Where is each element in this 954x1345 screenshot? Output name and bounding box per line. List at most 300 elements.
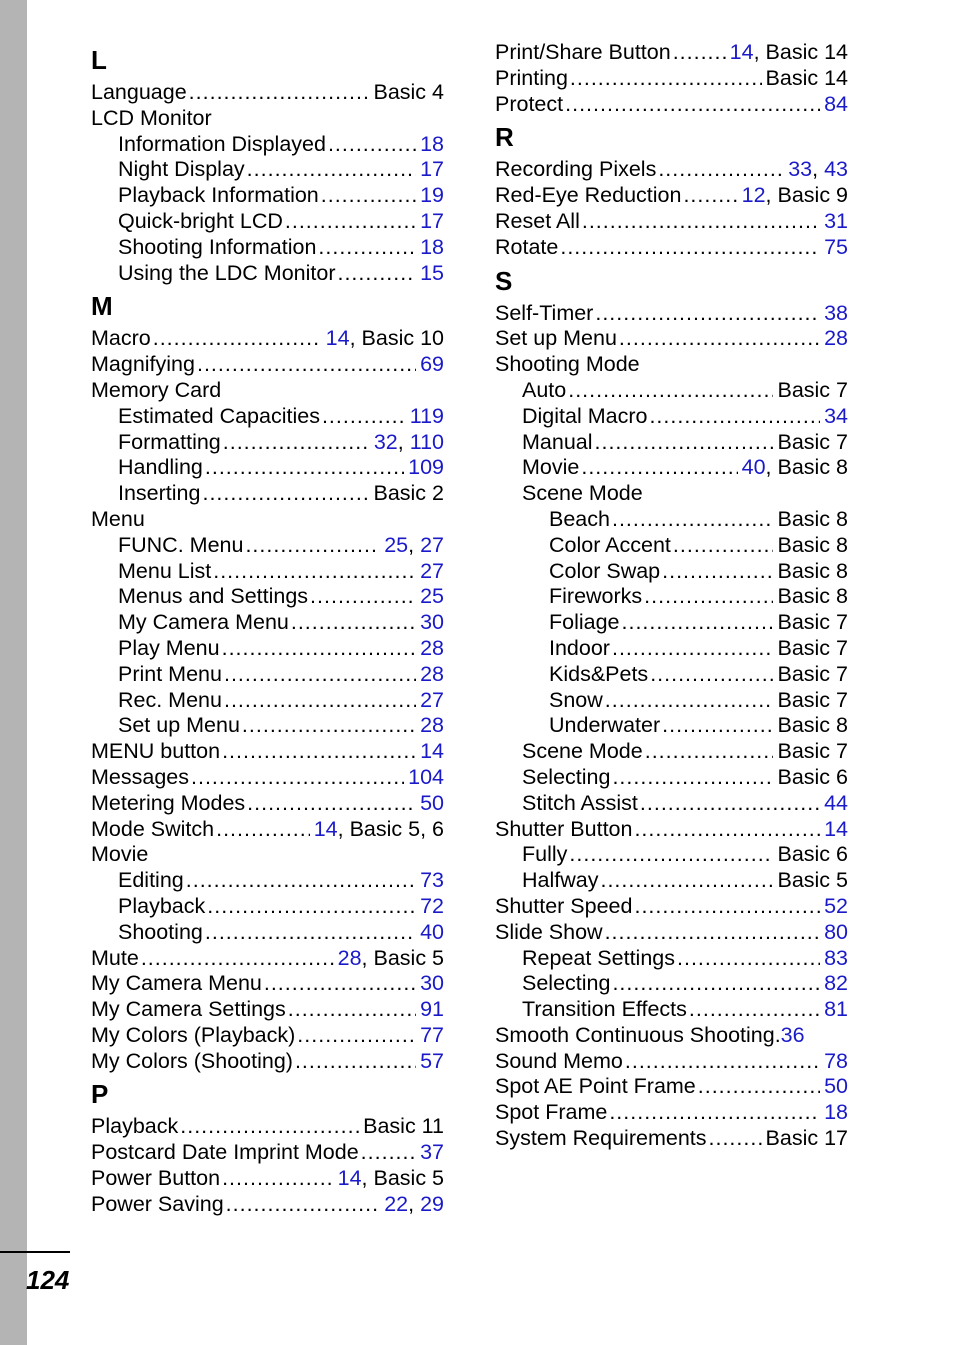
dot-leader xyxy=(689,997,820,1023)
page-link[interactable]: 30 xyxy=(420,971,444,996)
entry-term: My Camera Settings xyxy=(91,997,286,1022)
page-link[interactable]: 69 xyxy=(420,352,444,377)
index-entry xyxy=(495,713,848,739)
page-link[interactable]: 12 xyxy=(741,183,766,208)
index-entry xyxy=(495,92,848,118)
dot-leader xyxy=(640,791,820,817)
dot-leader xyxy=(565,92,820,118)
dot-leader xyxy=(658,157,784,183)
index-entry xyxy=(495,378,848,404)
section-letter: L xyxy=(91,45,107,75)
page-link[interactable]: 78 xyxy=(824,1048,848,1073)
page-link[interactable]: 52 xyxy=(824,893,848,918)
entry-term: Menu xyxy=(91,506,145,531)
index-entry xyxy=(91,946,444,972)
entry-pages xyxy=(408,765,444,791)
entry-pages xyxy=(824,326,848,352)
index-entry xyxy=(91,481,444,507)
entry-term: FUNC. Menu xyxy=(118,532,244,557)
page-link[interactable]: 15 xyxy=(420,260,444,285)
dot-leader xyxy=(560,235,820,261)
entry-term: Scene Mode xyxy=(522,481,643,506)
dot-leader xyxy=(662,713,773,739)
entry-term: Messages xyxy=(91,764,189,789)
entry-pages xyxy=(408,455,444,481)
index-entry xyxy=(495,481,848,507)
page-link[interactable]: 22 xyxy=(384,1191,409,1216)
index-entry xyxy=(91,455,444,481)
page-ref-text: , Basic 5, 6 xyxy=(337,816,444,841)
entry-term: Color Accent xyxy=(549,532,671,557)
entry-pages xyxy=(777,559,848,585)
page-link[interactable]: 109 xyxy=(408,455,444,480)
entry-pages xyxy=(338,946,444,972)
page-link[interactable]: 38 xyxy=(824,300,848,325)
page-link[interactable]: 28 xyxy=(420,635,444,660)
page-link[interactable]: 18 xyxy=(420,234,444,259)
index-entry xyxy=(91,1192,444,1218)
entry-term: Printing xyxy=(495,65,568,90)
page-link[interactable]: 110 xyxy=(409,429,444,454)
entry-term: Menu List xyxy=(118,558,212,583)
dot-leader xyxy=(650,662,773,688)
index-column-right xyxy=(495,40,848,1152)
index-entry xyxy=(495,1049,848,1075)
index-entry xyxy=(91,920,444,946)
page-ref-text: Basic 8 xyxy=(777,713,848,738)
page-ref-text: , Basic 5 xyxy=(361,945,444,970)
entry-term: Power Saving xyxy=(91,1191,224,1216)
entry-term: Protect xyxy=(495,91,564,116)
entry-term: Digital Macro xyxy=(522,403,648,428)
page-ref-text: Basic 6 xyxy=(777,842,848,867)
page-link[interactable]: 40 xyxy=(741,455,766,480)
page-link[interactable]: 17 xyxy=(420,157,444,182)
dot-leader xyxy=(213,559,416,585)
entry-term: Manual xyxy=(522,429,593,454)
entry-term: Language xyxy=(91,80,187,104)
dot-leader xyxy=(677,946,820,972)
page-link[interactable]: 34 xyxy=(824,403,848,428)
dot-leader xyxy=(595,301,820,327)
entry-pages xyxy=(824,1049,848,1075)
entry-term: Metering Modes xyxy=(91,790,246,815)
dot-leader xyxy=(191,765,404,791)
entry-term: Shooting Mode xyxy=(495,352,640,377)
dot-leader xyxy=(205,920,416,946)
entry-term: Playback xyxy=(118,893,206,918)
dot-leader xyxy=(222,739,416,765)
page-link[interactable]: 43 xyxy=(824,157,848,182)
dot-leader xyxy=(612,507,774,533)
page-ref-text: Basic 5 xyxy=(777,868,848,893)
entry-pages xyxy=(824,946,848,972)
page-link[interactable]: 57 xyxy=(420,1048,444,1073)
dot-leader xyxy=(619,326,820,352)
dot-leader xyxy=(216,817,310,843)
entry-pages xyxy=(420,559,444,585)
entry-term: Spot AE Point Frame xyxy=(495,1074,696,1099)
entry-term: Editing xyxy=(118,868,184,893)
entry-term: Red-Eye Reduction xyxy=(495,183,682,208)
entry-term: Slide Show xyxy=(495,919,603,944)
entry-term: Indoor xyxy=(549,635,610,660)
entry-pages xyxy=(420,739,444,765)
dot-leader xyxy=(321,183,416,209)
entry-term: Set up Menu xyxy=(495,326,617,351)
entry-pages xyxy=(326,326,444,352)
page-link[interactable]: 18 xyxy=(420,131,444,156)
entry-pages xyxy=(824,1074,848,1100)
entry-term: LCD Monitor xyxy=(91,105,212,130)
page-link[interactable]: 27 xyxy=(420,558,444,583)
page-ref-text: Basic 7 xyxy=(777,661,848,686)
page-link[interactable]: 17 xyxy=(420,208,444,233)
page-link[interactable]: 27 xyxy=(420,532,444,557)
page-link[interactable]: 14 xyxy=(420,739,444,764)
page-ref-text: Basic 8 xyxy=(777,584,848,609)
dot-leader xyxy=(207,894,416,920)
entry-term: Fireworks xyxy=(549,584,643,609)
index-entry xyxy=(91,636,444,662)
index-entry xyxy=(495,455,848,481)
page-link[interactable]: 82 xyxy=(824,971,848,996)
page-link[interactable]: 29 xyxy=(420,1191,444,1216)
entry-term: Memory Card xyxy=(91,377,222,402)
page-link[interactable]: 25 xyxy=(420,584,444,609)
page-ref-text: Basic 2 xyxy=(373,481,444,506)
page-ref-text: , Basic 9 xyxy=(765,183,848,208)
index-entry xyxy=(495,662,848,688)
index-entry xyxy=(495,404,848,430)
entry-term: My Colors (Playback) xyxy=(91,1022,296,1047)
dot-leader xyxy=(595,430,774,456)
entry-pages xyxy=(384,533,444,559)
entry-term: Handling xyxy=(118,455,203,480)
index-entry xyxy=(91,106,444,132)
index-entry xyxy=(91,261,444,287)
entry-term: Halfway xyxy=(522,868,599,893)
dot-leader xyxy=(600,868,773,894)
entry-pages xyxy=(777,842,848,868)
entry-pages xyxy=(742,183,848,209)
page-link[interactable]: 32 xyxy=(373,429,398,454)
dot-leader xyxy=(141,946,334,972)
entry-term: Postcard Date Imprint Mode xyxy=(91,1140,359,1165)
entry-term: Menus and Settings xyxy=(118,584,309,609)
entry-term: Fully xyxy=(522,842,568,867)
entry-term: Reset All xyxy=(495,208,580,233)
entry-pages xyxy=(420,997,444,1023)
dot-leader xyxy=(612,971,820,997)
index-entry xyxy=(495,209,848,235)
entry-term: Beach xyxy=(549,506,610,531)
page-link[interactable]: 119 xyxy=(409,403,444,428)
index-entry xyxy=(495,636,848,662)
index-entry xyxy=(495,971,848,997)
entry-pages xyxy=(777,713,848,739)
page-link[interactable]: 81 xyxy=(824,997,848,1022)
index-entry xyxy=(495,842,848,868)
entry-pages xyxy=(420,971,444,997)
page-link[interactable]: 77 xyxy=(420,1022,444,1047)
page-link[interactable]: 50 xyxy=(824,1074,848,1099)
index-entry xyxy=(495,791,848,817)
dot-leader xyxy=(222,1166,334,1192)
entry-pages xyxy=(777,662,848,688)
entry-term: My Camera Menu xyxy=(91,971,262,996)
page-link[interactable]: 37 xyxy=(420,1140,444,1165)
page-ref-text: , Basic 14 xyxy=(753,40,848,64)
page-link[interactable]: 75 xyxy=(824,234,848,259)
entry-pages xyxy=(420,183,444,209)
page-ref-text: Basic 7 xyxy=(777,635,848,660)
entry-term: Underwater xyxy=(549,713,661,738)
index-entry xyxy=(495,301,848,327)
index-entry xyxy=(495,894,848,920)
index-entry xyxy=(495,157,848,183)
index-entry xyxy=(91,662,444,688)
entry-pages xyxy=(420,209,444,235)
page-link[interactable]: 14 xyxy=(337,1166,362,1191)
dot-leader xyxy=(568,378,773,404)
entry-pages xyxy=(373,80,444,106)
entry-pages xyxy=(420,157,444,183)
dot-leader xyxy=(673,533,774,559)
page-ref-text: Basic 7 xyxy=(777,429,848,454)
index-entry xyxy=(495,40,848,66)
dot-leader xyxy=(612,765,773,791)
page-number: 124 xyxy=(26,1265,70,1295)
entry-pages xyxy=(420,352,444,378)
entry-term: Estimated Capacities xyxy=(118,403,320,428)
index-entry xyxy=(91,1140,444,1166)
index-entry xyxy=(495,430,848,456)
dot-leader xyxy=(180,1114,359,1140)
dot-leader xyxy=(709,1126,762,1152)
page-link[interactable]: 83 xyxy=(824,945,848,970)
dot-leader xyxy=(288,997,416,1023)
index-entry xyxy=(91,842,444,868)
section-letter: P xyxy=(91,1079,109,1110)
entry-pages xyxy=(420,894,444,920)
dot-leader xyxy=(649,404,820,430)
page-link[interactable]: 28 xyxy=(337,945,362,970)
entry-pages xyxy=(420,791,444,817)
page-link[interactable]: 30 xyxy=(420,610,444,635)
dot-leader xyxy=(197,352,416,378)
page-ref-text: Basic 8 xyxy=(777,532,848,557)
entry-pages xyxy=(420,132,444,158)
entry-pages xyxy=(766,66,848,92)
entry-term: Color Swap xyxy=(549,558,661,583)
entry-pages xyxy=(420,868,444,894)
entry-term: Night Display xyxy=(118,157,245,182)
index-entry xyxy=(91,997,444,1023)
dot-leader xyxy=(205,455,404,481)
entry-term: Playback xyxy=(91,1114,179,1139)
entry-term: Formatting xyxy=(118,429,221,454)
index-entry xyxy=(91,739,444,765)
index-entry xyxy=(495,1023,848,1049)
page-link[interactable]: 84 xyxy=(824,91,848,116)
index-entry xyxy=(91,352,444,378)
index-entry xyxy=(495,997,848,1023)
page-link[interactable]: 25 xyxy=(384,532,409,557)
index-entry xyxy=(91,559,444,585)
entry-term: Movie xyxy=(522,455,580,480)
entry-term: Rotate xyxy=(495,234,559,259)
dot-leader xyxy=(223,430,370,456)
index-entry xyxy=(91,378,444,404)
entry-term: Kids&Pets xyxy=(549,661,649,686)
page-link[interactable]: 28 xyxy=(420,661,444,686)
page-ref-text: , xyxy=(397,429,410,454)
entry-pages xyxy=(824,209,848,235)
dot-leader xyxy=(673,40,726,66)
index-entry xyxy=(91,430,444,456)
page-ref-text: Basic 8 xyxy=(777,558,848,583)
page-link[interactable]: 14 xyxy=(729,40,754,64)
entry-pages xyxy=(338,1166,444,1192)
page-link[interactable]: 44 xyxy=(824,790,848,815)
entry-pages xyxy=(420,235,444,261)
entry-pages xyxy=(777,688,848,714)
page-link[interactable]: 80 xyxy=(824,919,848,944)
index-entry xyxy=(91,157,444,183)
entry-term: Shooting xyxy=(118,919,203,944)
entry-pages xyxy=(374,430,444,456)
page-ref-text: , Basic 5 xyxy=(361,1166,444,1191)
entry-term: Movie xyxy=(91,842,149,867)
entry-pages xyxy=(410,404,444,430)
entry-pages xyxy=(777,636,848,662)
page-ref-text: Basic 7 xyxy=(777,739,848,764)
entry-term: My Colors (Shooting) xyxy=(91,1048,293,1073)
index-entry xyxy=(91,971,444,997)
entry-pages xyxy=(777,739,848,765)
page-link[interactable]: 72 xyxy=(420,893,444,918)
page-link[interactable]: 33 xyxy=(788,157,813,182)
entry-term: Magnifying xyxy=(91,352,195,377)
entry-pages xyxy=(420,261,444,287)
page-link[interactable]: 50 xyxy=(420,790,444,815)
page-link[interactable]: 14 xyxy=(325,326,350,351)
entry-term: Repeat Settings xyxy=(522,945,675,970)
entry-pages xyxy=(420,1023,444,1049)
index-entry xyxy=(495,1126,848,1152)
entry-term: Print/Share Button xyxy=(495,40,671,64)
section-letter: R xyxy=(495,122,514,153)
side-strip xyxy=(0,0,27,1345)
page-link[interactable]: 14 xyxy=(824,816,848,841)
entry-term: My Camera Menu xyxy=(118,610,289,635)
dot-leader xyxy=(337,261,416,287)
dot-leader xyxy=(224,662,416,688)
entry-pages xyxy=(420,584,444,610)
entry-pages xyxy=(781,1023,805,1049)
index-entry xyxy=(91,610,444,636)
page-ref-text: , Basic 8 xyxy=(765,455,848,480)
dot-leader xyxy=(569,842,773,868)
entry-pages xyxy=(777,610,848,636)
page-link[interactable]: 18 xyxy=(824,1100,848,1125)
index-entry xyxy=(91,404,444,430)
page-link[interactable]: 14 xyxy=(313,816,338,841)
index-entry xyxy=(91,235,444,261)
dot-leader xyxy=(264,971,416,997)
index-entry xyxy=(495,66,848,92)
page-ref-text: , xyxy=(408,1191,421,1216)
page-link[interactable]: 28 xyxy=(824,326,848,351)
index-entry xyxy=(91,132,444,158)
page-link[interactable]: 73 xyxy=(420,868,444,893)
dot-leader xyxy=(318,235,416,261)
page-link[interactable]: 91 xyxy=(420,997,444,1022)
entry-pages xyxy=(777,378,848,404)
page-ref-text: , Basic 10 xyxy=(349,326,444,351)
page-link[interactable]: 104 xyxy=(408,764,444,789)
page-ref-text: Basic 11 xyxy=(363,1114,444,1139)
page-link[interactable]: 36 xyxy=(780,1022,805,1047)
page-ref-text: Basic 8 xyxy=(777,506,848,531)
page-link[interactable]: 40 xyxy=(420,919,444,944)
dot-leader xyxy=(322,404,406,430)
page-link[interactable]: 19 xyxy=(420,183,444,208)
index-entry xyxy=(495,765,848,791)
index-entry xyxy=(91,868,444,894)
dot-leader xyxy=(605,920,821,946)
entry-term: Mode Switch xyxy=(91,816,215,841)
entry-pages xyxy=(420,610,444,636)
page-ref-text: , xyxy=(812,157,825,182)
entry-term: Snow xyxy=(549,687,603,712)
entry-pages xyxy=(777,765,848,791)
index-entry xyxy=(495,584,848,610)
entry-term: System Requirements xyxy=(495,1126,707,1151)
entry-term: Playback Information xyxy=(118,183,319,208)
entry-term: Self-Timer xyxy=(495,300,594,325)
dot-leader xyxy=(153,326,322,352)
dot-leader xyxy=(247,791,416,817)
index-entry xyxy=(91,1166,444,1192)
entry-term: Stitch Assist xyxy=(522,790,638,815)
index-entry xyxy=(495,1100,848,1126)
dot-leader xyxy=(310,584,416,610)
page-link[interactable]: 31 xyxy=(824,208,848,233)
entry-term: MENU button xyxy=(91,739,221,764)
dot-leader xyxy=(285,209,416,235)
page-link[interactable]: 28 xyxy=(420,713,444,738)
entry-pages xyxy=(420,662,444,688)
dot-leader xyxy=(242,713,416,739)
entry-term: Recording Pixels xyxy=(495,157,657,182)
entry-pages xyxy=(777,868,848,894)
page-ref-text: Basic 14 xyxy=(765,65,848,90)
entry-pages xyxy=(420,1049,444,1075)
entry-term: Transition Effects xyxy=(522,997,687,1022)
entry-pages xyxy=(373,481,444,507)
entry-pages xyxy=(420,636,444,662)
page-link[interactable]: 27 xyxy=(420,687,444,712)
index-entry xyxy=(495,920,848,946)
entry-pages xyxy=(420,713,444,739)
index-entry xyxy=(91,584,444,610)
entry-term: Scene Mode xyxy=(522,739,643,764)
page-ref-text: Basic 6 xyxy=(777,764,848,789)
index-entry xyxy=(91,80,444,106)
index-entry xyxy=(91,894,444,920)
